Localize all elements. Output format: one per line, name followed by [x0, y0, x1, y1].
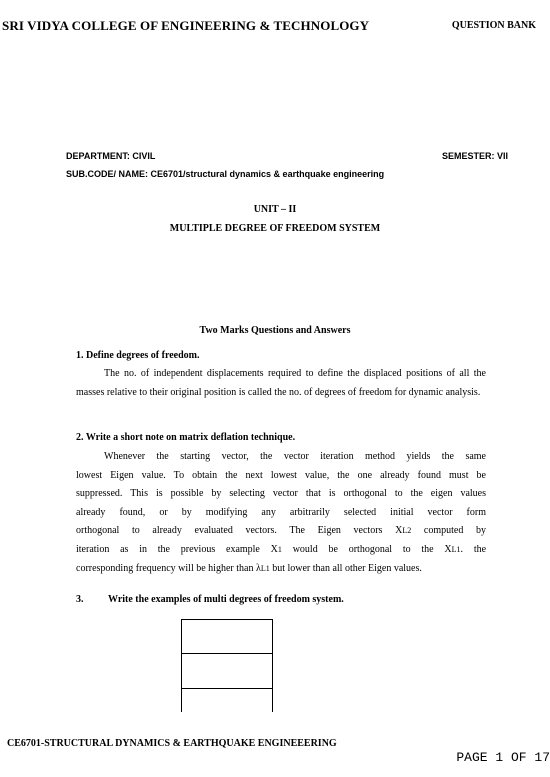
answer-2-text: computed by — [423, 525, 487, 537]
symbol-lambda-l1: λL1 — [255, 562, 270, 574]
answer-2-text: corresponding frequency will be higher than — [76, 562, 254, 574]
college-name: SRI VIDYA COLLEGE OF ENGINEERING & TECHNOLOGY — [2, 18, 370, 33]
semester-label: SEMESTER: VII — [441, 151, 508, 161]
answer-2-line: already found, or by modifying any arbitrarily selected initial vector form — [76, 506, 486, 518]
answer-2-text: . the — [460, 543, 487, 555]
answer-2-text: would be orthogonal to the — [292, 543, 434, 555]
answer-2-text: iteration as in the previous example — [76, 543, 260, 555]
unit-number: UNIT – II — [253, 204, 297, 215]
answer-1: The no. of independent displacements required to define the displaced positions of all the masses relative to their original position is called the no. of degrees of freedom for dynamic analysis. — [76, 368, 486, 398]
section-title: Two Marks Questions and Answers — [199, 325, 351, 336]
answer-2-line: suppressed. This is possible by selecting vector that is orthogonal to the eigen values — [76, 488, 486, 500]
question-3-number: 3. — [76, 594, 84, 605]
answer-2-line — [76, 541, 486, 560]
answer-2-line — [76, 560, 486, 579]
answer-2-line: Whenever the starting vector, the vector iteration method yields the same — [104, 451, 486, 462]
department-label: DEPARTMENT: CIVIL — [66, 151, 156, 161]
document-type: QUESTION BANK — [451, 20, 536, 31]
floor-line — [182, 653, 272, 654]
symbol-x1: X1 — [270, 543, 282, 555]
question-1: 1. Define degrees of freedom. — [76, 350, 200, 361]
multi-storey-frame-figure — [181, 619, 273, 712]
footer-course: CE6701-STRUCTURAL DYNAMICS & EARTHQUAKE ENGINEEERING — [7, 738, 337, 749]
answer-2-line — [76, 522, 486, 541]
unit-title: MULTIPLE DEGREE OF FREEDOM SYSTEM — [169, 223, 381, 234]
answer-2-line: lowest Eigen value. To obtain the next lowest value, the one already found must be — [76, 469, 486, 481]
question-3-text: Write the examples of multi degrees of freedom system. — [108, 594, 344, 605]
page-number: PAGE 1 OF 17 — [456, 750, 550, 765]
floor-line — [182, 688, 272, 689]
answer-2-text: orthogonal to already evaluated vectors. The Eigen vectors — [76, 525, 383, 537]
question-2: 2. Write a short note on matrix deflation technique. — [76, 432, 296, 443]
answer-2 — [76, 448, 486, 578]
answer-2-text: but lower than all other Eigen values. — [272, 562, 422, 574]
question-3 — [76, 594, 344, 605]
symbol-xl1: XL1 — [444, 543, 461, 555]
subject-code-label: SUB.CODE/ NAME: CE6701/structural dynamics & earthquake engineering — [66, 169, 385, 179]
symbol-xl2: XL2 — [395, 525, 412, 537]
